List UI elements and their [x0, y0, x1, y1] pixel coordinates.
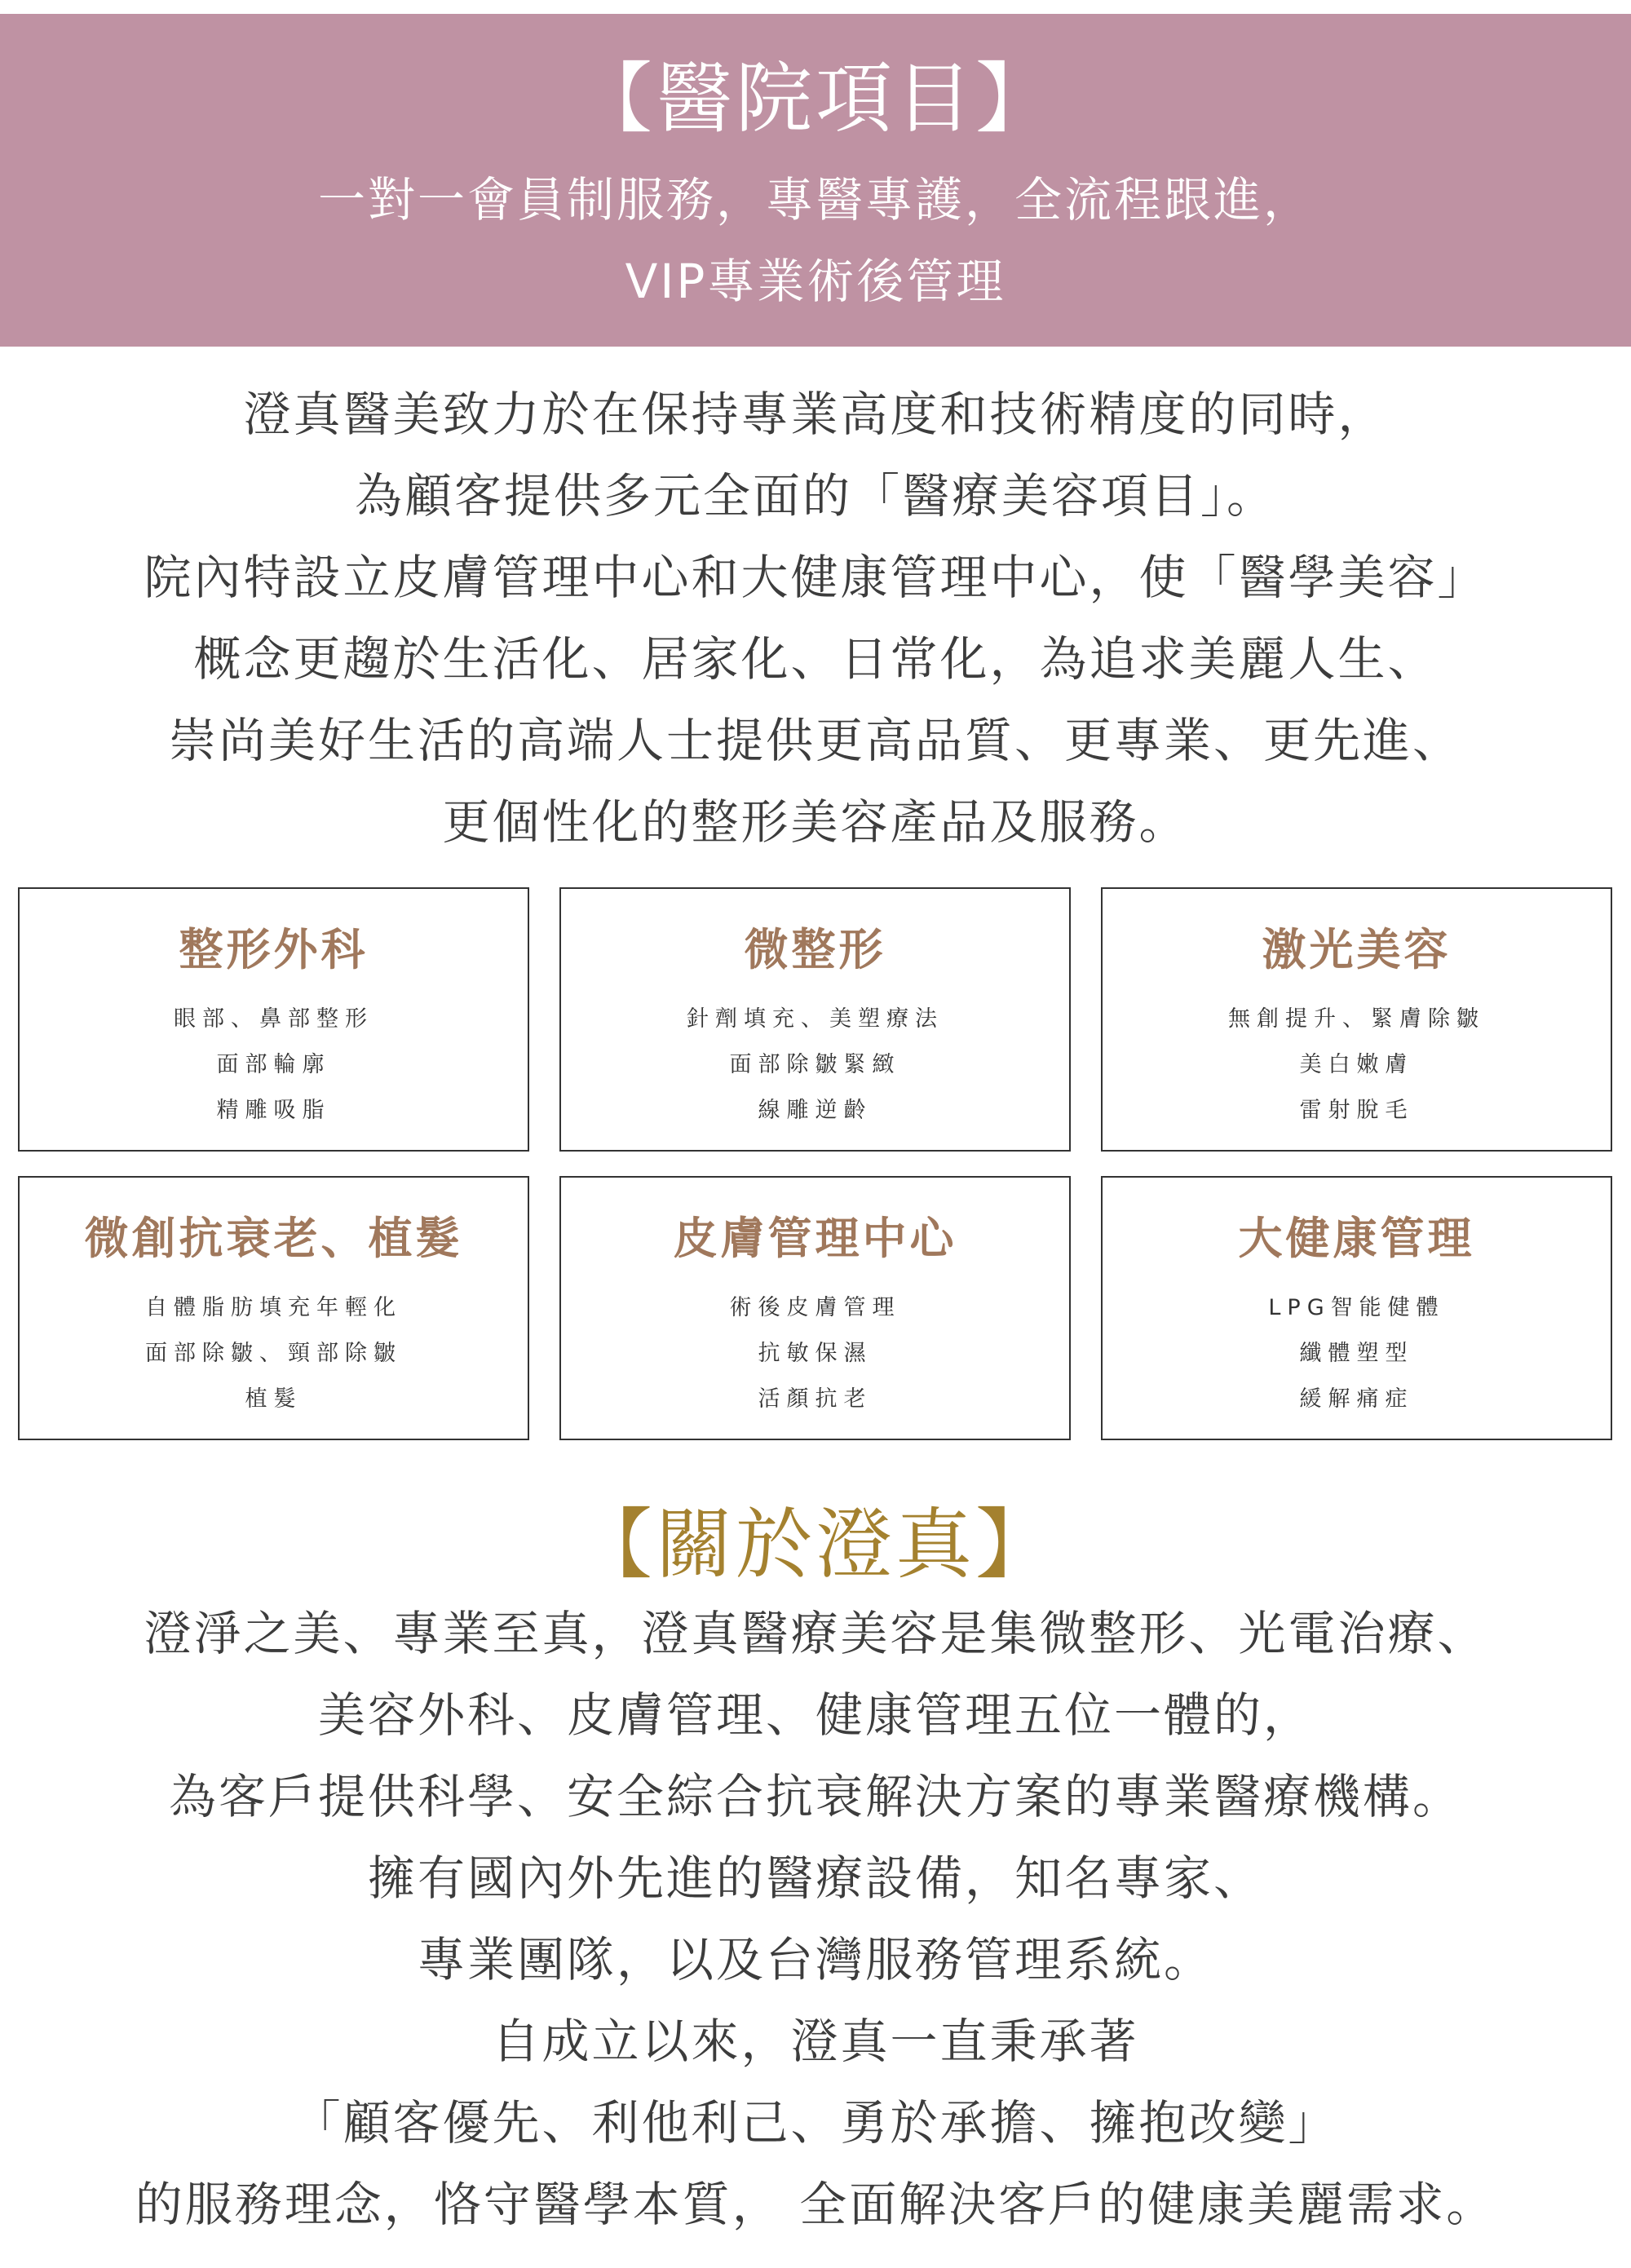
service-card-item: 精雕吸脂	[216, 1098, 331, 1123]
about-line: 為客戶提供科學、安全綜合抗衰解決方案的專業醫療機構。	[168, 1769, 1462, 1824]
about-line: 專業團隊，以及台灣服務管理系統。	[417, 1932, 1213, 1987]
service-card-item: 緩解痛症	[1299, 1386, 1414, 1412]
hospital-items-banner	[0, 14, 1631, 347]
service-card-item: 抗敏保濕	[758, 1341, 873, 1366]
about-line: 澄淨之美、專業至真，澄真醫療美容是集微整形、光電治療、	[144, 1606, 1487, 1661]
intro-line: 澄真醫美致力於在保持專業高度和技術精度的同時，	[243, 387, 1388, 442]
service-card-health-management	[1101, 1176, 1612, 1440]
banner-title: 【醫院項目】	[575, 55, 1055, 144]
service-card-item: 面部除皺、頸部除皺	[145, 1341, 402, 1366]
service-card-title: 微創抗衰老、植髮	[84, 1213, 463, 1264]
service-card-laser-beauty	[1101, 887, 1612, 1152]
service-card-item: 線雕逆齡	[758, 1098, 873, 1123]
intro-line: 更個性化的整形美容產品及服務。	[442, 794, 1189, 850]
service-card-title: 激光美容	[1262, 924, 1452, 975]
service-card-plastic-surgery	[18, 887, 529, 1152]
service-card-title: 整形外科	[179, 924, 369, 975]
service-card-anti-aging-hair	[18, 1176, 529, 1440]
service-card-item: 面部輪廓	[216, 1052, 331, 1077]
service-card-item: 活顏抗老	[758, 1386, 873, 1412]
intro-line: 概念更趨於生活化、居家化、日常化，為追求美麗人生、	[193, 631, 1438, 687]
service-card-item: 美白嫩膚	[1299, 1052, 1414, 1077]
banner-subtitle-line2: VIP專業術後管理	[625, 254, 1006, 309]
service-card-item: 雷射脫毛	[1299, 1098, 1414, 1123]
service-card-title: 皮膚管理中心	[673, 1213, 957, 1264]
service-card-item: 針劑填充、美塑療法	[687, 1006, 944, 1032]
service-card-micro-plastic	[559, 887, 1071, 1152]
about-line: 「顧客優先、利他利己、勇於承擔、擁抱改變」	[293, 2095, 1338, 2151]
service-card-title: 大健康管理	[1238, 1213, 1475, 1264]
service-card-item: 纖體塑型	[1299, 1341, 1414, 1366]
intro-line: 院內特設立皮膚管理中心和大健康管理中心，使「醫學美容」	[144, 550, 1487, 605]
service-card-item: 面部除皺緊緻	[729, 1052, 901, 1077]
about-line: 擁有國內外先進的醫療設備，知名專家、	[367, 1850, 1263, 1906]
services-grid	[18, 887, 1613, 1440]
about-line: 自成立以來，澄真一直秉承著	[492, 2014, 1139, 2069]
service-card-item: LPG智能健體	[1268, 1295, 1445, 1320]
service-card-skin-management	[559, 1176, 1071, 1440]
service-card-item: 眼部、鼻部整形	[174, 1006, 373, 1032]
service-card-item: 術後皮膚管理	[729, 1295, 901, 1320]
banner-subtitle-line1: 一對一會員制服務，專醫專護，全流程跟進，	[317, 172, 1313, 228]
about-line: 的服務理念，恪守醫學本質， 全面解決客戶的健康美麗需求。	[135, 2177, 1496, 2232]
service-card-item: 無創提升、緊膚除皺	[1228, 1006, 1485, 1032]
about-line: 美容外科、皮膚管理、健康管理五位一體的，	[317, 1687, 1313, 1743]
intro-line: 崇尚美好生活的高端人士提供更高品質、更專業、更先進、	[168, 713, 1462, 768]
about-title: 【關於澄真】	[575, 1501, 1055, 1589]
service-card-item: 植髮	[245, 1386, 303, 1412]
intro-line: 為顧客提供多元全面的「醫療美容項目」。	[354, 468, 1276, 524]
service-card-title: 微整形	[744, 924, 886, 975]
service-card-item: 自體脂肪填充年輕化	[145, 1295, 402, 1320]
about-paragraph	[0, 1593, 1631, 2245]
intro-paragraph	[0, 374, 1631, 863]
